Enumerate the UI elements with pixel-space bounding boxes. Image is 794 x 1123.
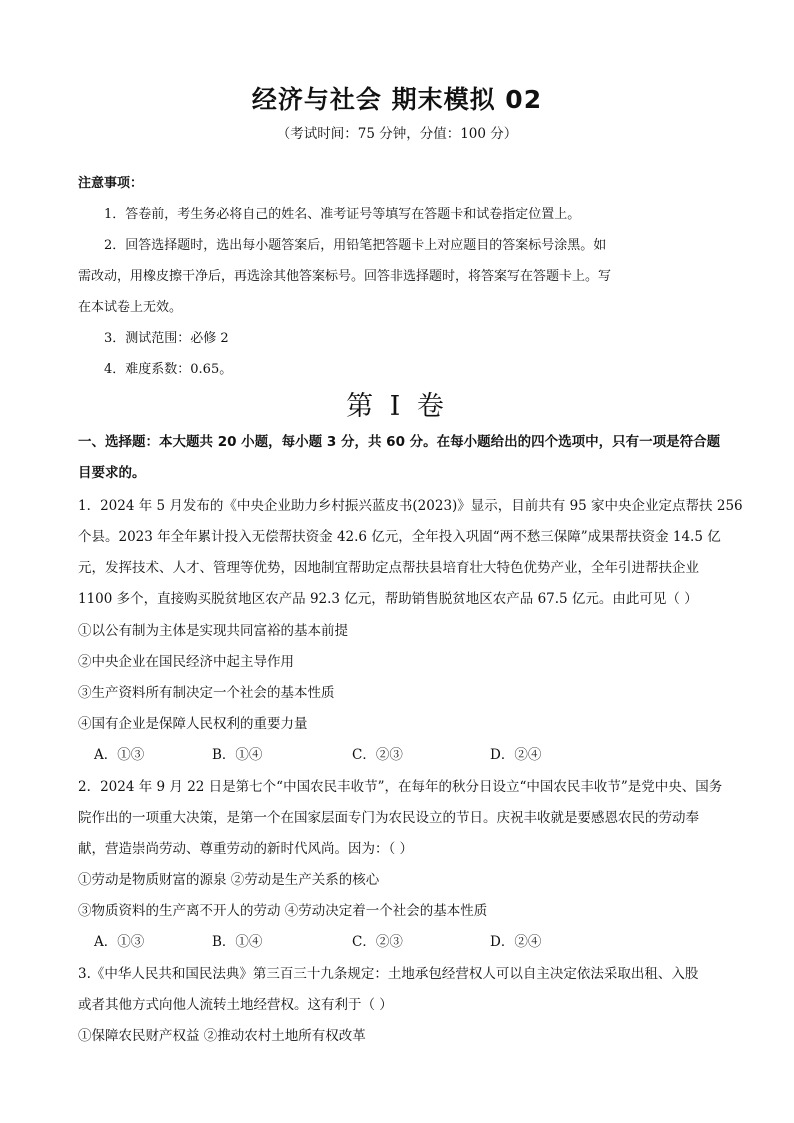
page-title: 经济与社会 期末模拟 02 [251,85,543,114]
question-3-stem-line-1: 3.《中华人民共和国民法典》第三百三十九条规定：土地承包经营权人可以自主决定依法采取出租、入股 [78,966,699,982]
question-3-stem-line-2: 或者其他方式向他人流转土地经营权。这有利于（ ） [78,997,393,1013]
exam-duration-subtitle: （考试时间：75 分钟，分值：100 分） [276,126,518,142]
question-2-stem-line-2: 院作出的一项重大决策，是第一个在国家层面专门为农民设立的节日。庆祝丰收就是要感恩农民的劳动奉 [78,810,699,826]
question-2-stem-line-1: 2．2024 年 9 月 22 日是第七个“中国农民丰收节”，在每年的秋分日设立“中国农民丰收节”是党中央、国务 [78,779,723,795]
question-2-choice-b[interactable]: B．①④ [212,934,263,950]
question-1-choice-a[interactable]: A．①③ [94,747,145,763]
notice-line-1: 1．答卷前，考生务必将自己的姓名、准考证号等填写在答题卡和试卷指定位置上。 [104,207,581,222]
question-1-statement-3: ③生产资料所有制决定一个社会的基本性质 [78,685,335,701]
question-3-statement-1: ①保障农民财产权益 ②推动农村土地所有权改革 [78,1028,366,1044]
notice-line-5: 3．测试范围：必修 2 [104,331,229,346]
question-1-choice-b[interactable]: B．①④ [212,747,263,763]
section-intro-line-2: 目要求的。 [78,465,146,481]
question-2-statement-2: ③物质资料的生产离不开人的劳动 ④劳动决定着一个社会的基本性质 [78,903,488,919]
question-2-statement-1: ①劳动是物质财富的源泉 ②劳动是生产关系的核心 [78,872,380,888]
notice-line-3: 需改动，用橡皮擦干净后，再选涂其他答案标号。回答非选择题时，将答案写在答题卡上。写 [78,269,612,284]
question-1-choice-c[interactable]: C．②③ [352,747,403,763]
section-intro-line-1: 一、选择题：本大题共 20 小题，每小题 3 分，共 60 分。在每小题给出的四个选项中，只有一项是符合题 [78,434,721,450]
question-1-statement-1: ①以公有制为主体是实现共同富裕的基本前提 [78,623,348,639]
question-1-statement-2: ②中央企业在国民经济中起主导作用 [78,654,294,670]
question-2-stem-line-3: 献，营造崇尚劳动、尊重劳动的新时代风尚。因为：（ ） [78,841,414,857]
notice-line-6: 4．难度系数：0.65。 [104,362,233,377]
question-2-choice-a[interactable]: A．①③ [94,934,145,950]
question-2-choice-c[interactable]: C．②③ [352,934,403,950]
notice-line-2: 2．回答选择题时，选出每小题答案后，用铅笔把答题卡上对应题目的答案标号涂黑。如 [104,238,607,253]
question-1-statement-4: ④国有企业是保障人民权利的重要力量 [78,716,308,732]
question-1-stem-line-4: 1100 多个，直接购买脱贫地区农产品 92.3 亿元，帮助销售脱贫地区农产品 67.5 亿元。由此可见（ ） [78,591,698,607]
question-1-stem-line-1: 1．2024 年 5 月发布的《中央企业助力乡村振兴蓝皮书(2023)》显示，目前共有 95 家中央企业定点帮扶 256 [78,498,743,514]
question-1-stem-line-2: 个县。2023 年全年累计投入无偿帮扶资金 42.6 亿元，全年投入巩固“两不愁三保障”成果帮扶资金 14.5 亿 [78,529,721,545]
notice-heading: 注意事项： [78,176,144,191]
question-1-choice-d[interactable]: D．②④ [490,747,542,763]
question-1-stem-line-3: 元，发挥技术、人才、管理等优势，因地制宜帮助定点帮扶县培育壮大特色优势产业，全年引进帮扶企业 [78,560,699,576]
volume-title: 第 I 卷 [346,391,448,422]
notice-line-4: 在本试卷上无效。 [78,300,183,315]
question-2-choice-d[interactable]: D．②④ [490,934,542,950]
